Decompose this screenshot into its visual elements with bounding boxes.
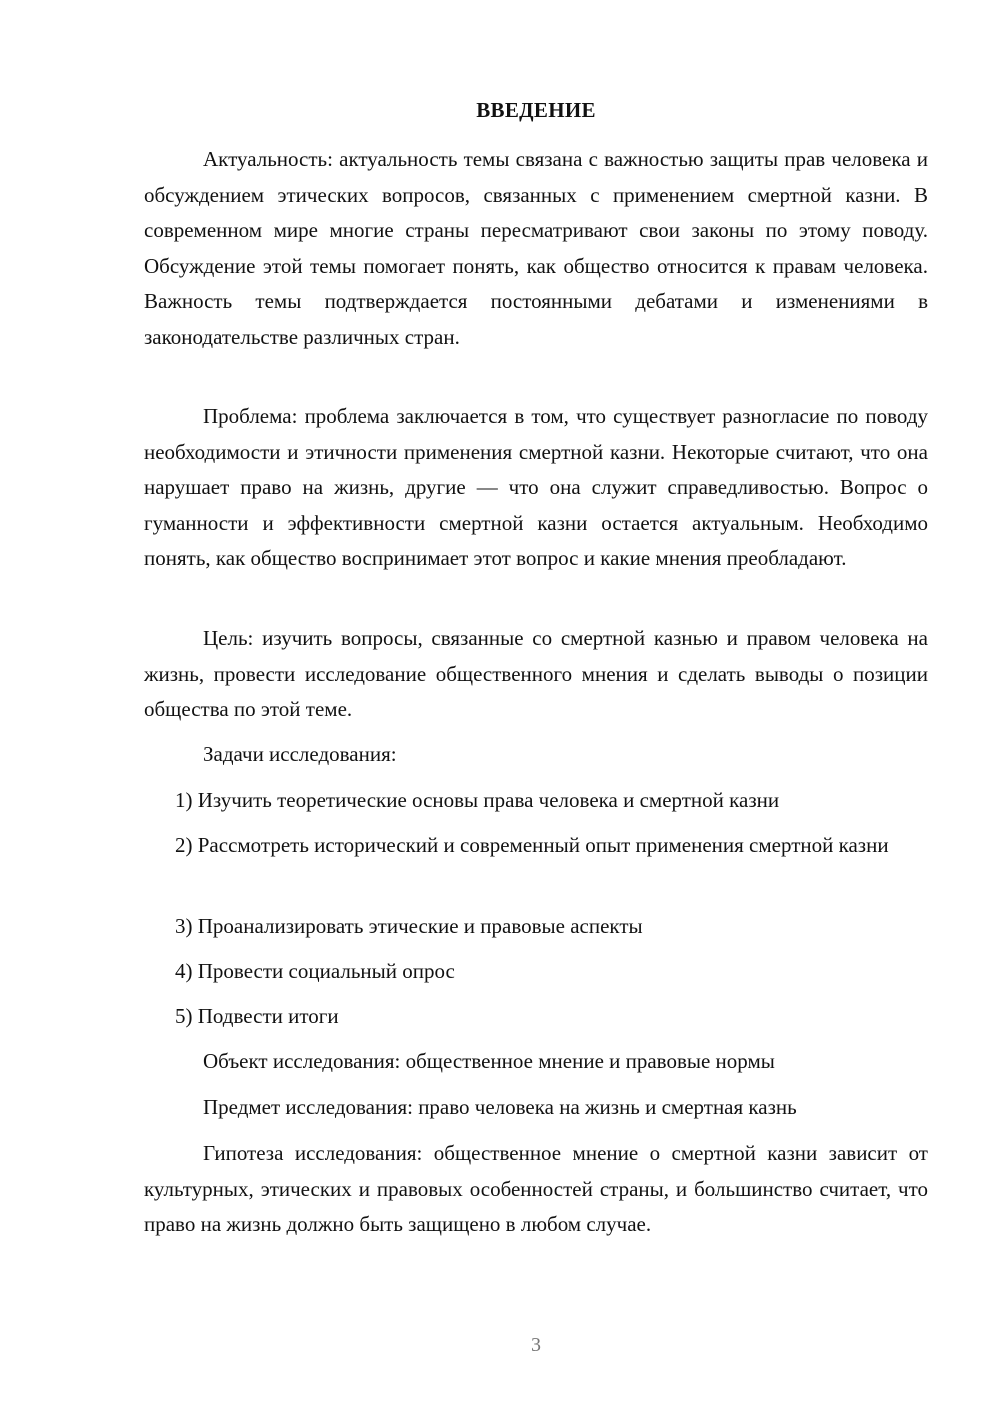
task-item-4: 4) Провести социальный опрос [175, 959, 455, 983]
paragraph-object: Объект исследования: общественное мнение и правовые нормы [203, 1049, 775, 1073]
section-heading: ВВЕДЕНИЕ [476, 98, 596, 122]
task-item-2: 2) Рассмотреть исторический и современный опыт применения смертной казни [175, 833, 889, 857]
page-number: 3 [531, 1334, 541, 1356]
paragraph-subject: Предмет исследования: право человека на жизнь и смертная казнь [203, 1095, 797, 1119]
task-item-1: 1) Изучить теоретические основы права человека и смертной казни [175, 788, 780, 812]
paragraph-relevance: Актуальность: актуальность темы связана с важностью защиты прав человека и обсуждением этических вопросов, связанных с применением смертной казни. В современном мире многие страны пересматривают свои законы по этому поводу. Обсуждение этой темы помогает понять, как общество относится к правам человека. Важность темы подтверждается постоянными дебатами и изменениями в законодательстве различных стран. [144, 147, 928, 349]
paragraph-goal: Цель: изучить вопросы, связанные со смертной казнью и правом человека на жизнь, провести исследование общественного мнения и сделать выводы о позиции общества по этой теме. [144, 626, 928, 721]
paragraph-hypothesis: Гипотеза исследования: общественное мнение о смертной казни зависит от культурных, этических и правовых особенностей страны, и большинство считает, что право на жизнь должно быть защищено в любом случае. [144, 1141, 928, 1236]
task-item-3: 3) Проанализировать этические и правовые аспекты [175, 914, 643, 938]
paragraph-tasks-title: Задачи исследования: [203, 742, 397, 766]
paragraph-problem: Проблема: проблема заключается в том, что существует разногласие по поводу необходимости и этичности применения смертной казни. Некоторые считают, что она нарушает право на жизнь, другие — что она служит справедливостью. Вопрос о гуманности и эффективности смертной казни остается актуальным. Необходимо понять, как общество воспринимает этот вопрос и какие мнения преобладают. [144, 404, 928, 570]
task-item-5: 5) Подвести итоги [175, 1004, 339, 1028]
